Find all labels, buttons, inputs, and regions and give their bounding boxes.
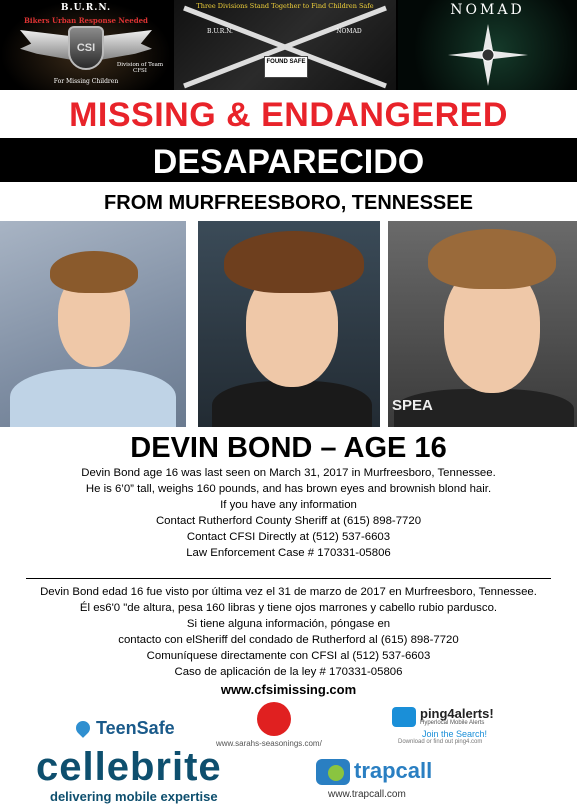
- english-line: Contact Rutherford County Sheriff at (615) 898-7720: [155, 515, 422, 527]
- spanish-line: Caso de aplicación de la ley # 170331-05806: [174, 666, 403, 678]
- center-burn-label: B.U.R.N.: [207, 28, 233, 35]
- nomad-panel: [398, 0, 577, 90]
- hair-shape: [224, 231, 364, 293]
- english-line: Devin Bond age 16 was last seen on March 31, 2017 in Murfreesboro, Tennessee.: [81, 467, 496, 479]
- photo-selfie-3: [388, 221, 577, 427]
- sarahs-seasonings-url: www.sarahs-seasonings.com/: [216, 739, 322, 748]
- photo-caption-text: SPEA: [392, 397, 433, 414]
- spanish-line: Comuníquese directamente con CFSI al (512) 537-6603: [146, 650, 431, 662]
- hair-shape: [428, 229, 556, 289]
- center-caption: Three Divisions Stand Together to Find Children Safe: [196, 2, 374, 10]
- ping4alerts-join: Join the Search!: [422, 729, 488, 739]
- burn-title: B.U.R.N.: [60, 3, 112, 13]
- website-link[interactable]: www.cfsimissing.com: [220, 682, 357, 697]
- trapcall-url: www.trapcall.com: [328, 789, 406, 800]
- shirt-shape: [10, 369, 176, 427]
- compass-star-icon: [448, 24, 528, 86]
- desaparecido-title: DESAPARECIDO: [152, 143, 425, 181]
- ping4alerts-download: Download or find out ping4.com: [398, 739, 483, 745]
- teensafe-text: TeenSafe: [96, 718, 175, 738]
- location-subtitle: FROM MURFREESBORO, TENNESSEE: [104, 192, 473, 214]
- burn-logo-panel: [0, 0, 172, 90]
- spanish-line: contacto con elSheriff del condado de Rutherford al (615) 898-7720: [118, 634, 459, 646]
- english-line: If you have any information: [220, 499, 357, 511]
- english-line: Law Enforcement Case # 170331-05806: [186, 547, 391, 559]
- english-line: Contact CFSI Directly at (512) 537-6603: [186, 531, 391, 543]
- missing-endangered-title: MISSING & ENDANGERED: [69, 96, 508, 134]
- three-divisions-panel: [174, 0, 396, 90]
- spanish-info-block: [0, 584, 577, 680]
- english-info-block: [0, 465, 577, 561]
- header-banner: [0, 0, 577, 90]
- csi-tagline: For Missing Children: [53, 78, 119, 85]
- spanish-line: Él es6'0 "de altura, pesa 160 libras y tiene ojos marrones y cabello rubio pardusco.: [79, 602, 498, 614]
- spanish-line: Devin Bond edad 16 fue visto por última vez el 31 de marzo de 2017 en Murfreesboro, Tennessee.: [40, 586, 537, 598]
- check-icon: [328, 765, 344, 781]
- english-line: He is 6’0” tall, weighs 160 pounds, and has brown eyes and brownish blond hair.: [85, 483, 492, 495]
- spanish-line: Si tiene alguna información, póngase en: [186, 618, 391, 630]
- hair-shape: [50, 251, 138, 293]
- ping4alerts-name: ping4alerts!: [420, 706, 494, 721]
- burn-subtitle: Bikers Urban Response Needed: [24, 16, 148, 25]
- person-name-age: DEVIN BOND – AGE 16: [130, 432, 447, 464]
- cellebrite-logo: cellebrite: [36, 745, 222, 789]
- ping4alerts-subtitle: Hyperlocal Mobile Alerts: [420, 720, 485, 726]
- division-label: Division of Team CFSI: [116, 62, 164, 74]
- found-safe-text: FOUND SAFE: [266, 59, 306, 65]
- sarahs-seasonings-icon: [257, 702, 291, 736]
- wing-right-icon: [96, 30, 152, 64]
- cellebrite-tagline: delivering mobile expertise: [50, 789, 218, 804]
- nomad-title: NOMAD: [450, 2, 525, 18]
- divider-line: [26, 578, 551, 579]
- center-nomad-label: NOMAD: [336, 28, 362, 35]
- shirt-shape: [212, 381, 372, 427]
- ping4-logo-icon: [392, 707, 416, 727]
- csi-shield-icon: CSI: [68, 26, 104, 70]
- location-pin-icon: [73, 718, 93, 738]
- trapcall-logo: trapcall: [354, 758, 433, 783]
- found-safe-badge: [264, 56, 308, 78]
- teensafe-logo: [76, 718, 175, 739]
- photo-portrait-1: [0, 221, 186, 427]
- photo-selfie-2: [198, 221, 380, 427]
